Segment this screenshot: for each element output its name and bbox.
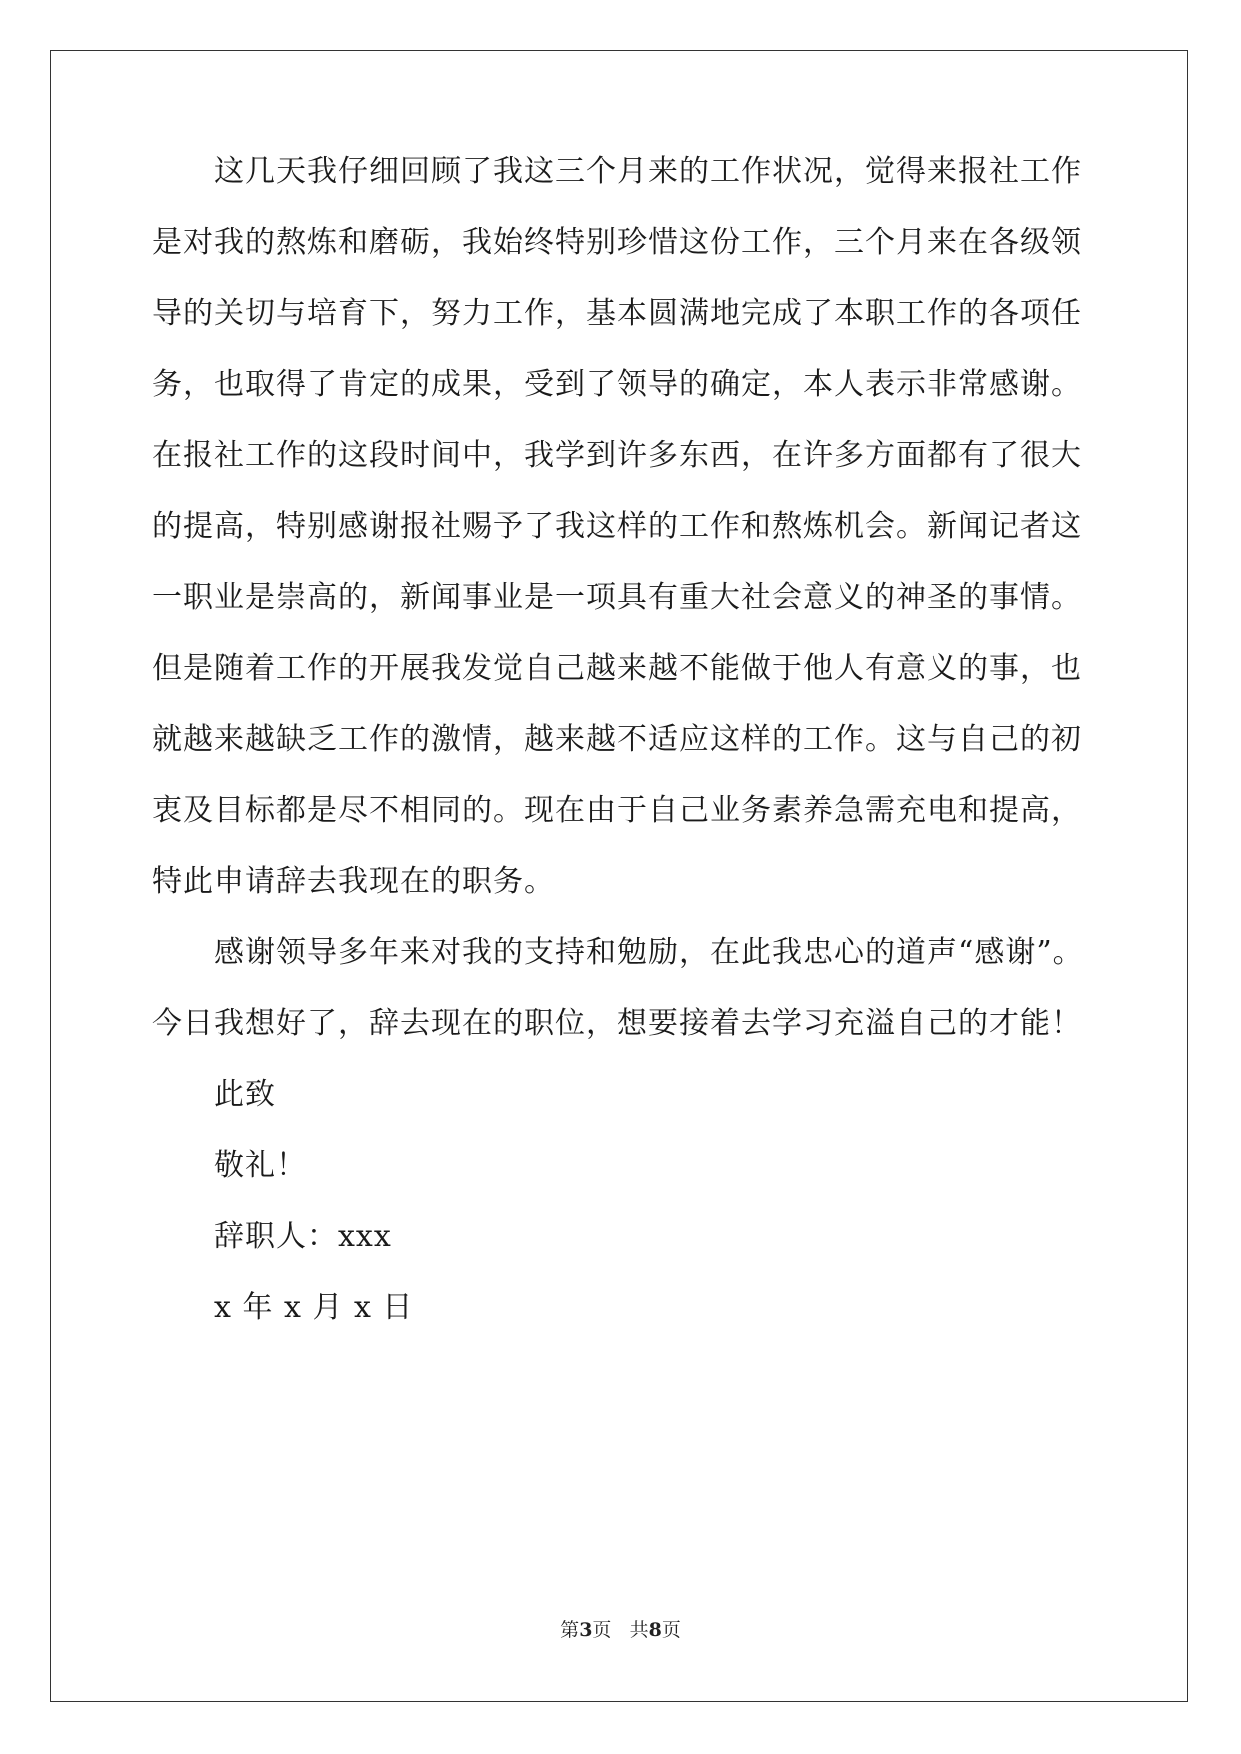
total-suffix: 页: [661, 1619, 681, 1641]
paragraph-line: 但是随着工作的开展我发觉自己越来越不能做于他人有意义的事，也: [152, 651, 1082, 686]
paragraph-line: 导的关切与培育下，努力工作，基本圆满地完成了本职工作的各项任: [152, 296, 1082, 331]
total-prefix: 共: [629, 1619, 649, 1641]
page-number: 3: [579, 1619, 593, 1641]
closing-salute: 敬礼！: [214, 1148, 307, 1183]
paragraph-line: 感谢领导多年来对我的支持和勉励，在此我忠心的道声“感谢”。: [214, 935, 1084, 970]
paragraph-line: 是对我的熬炼和磨砺，我始终特别珍惜这份工作，三个月来在各级领: [152, 225, 1082, 260]
paragraph-line: 务，也取得了肯定的成果，受到了领导的确定，本人表示非常感谢。: [152, 367, 1082, 402]
total-pages: 8: [648, 1619, 662, 1641]
paragraph-line: 衷及目标都是尽不相同的。现在由于自己业务素养急需充电和提高，: [152, 793, 1082, 828]
date-line: x 年 x 月 x 日: [214, 1290, 414, 1325]
page-suffix: 页: [592, 1619, 612, 1641]
paragraph-line: 的提高，特别感谢报社赐予了我这样的工作和熬炼机会。新闻记者这: [152, 509, 1082, 544]
paragraph-line: 在报社工作的这段时间中，我学到许多东西，在许多方面都有了很大: [152, 438, 1082, 473]
page-footer: [0, 1618, 1241, 1642]
paragraph-line: 这几天我仔细回顾了我这三个月来的工作状况，觉得来报社工作: [214, 154, 1082, 189]
closing-greeting: 此致: [214, 1077, 276, 1112]
page-prefix: 第: [560, 1619, 580, 1641]
paragraph-line: 就越来越缺乏工作的激情，越来越不适应这样的工作。这与自己的初: [152, 722, 1082, 757]
paragraph-line: 特此申请辞去我现在的职务。: [152, 864, 555, 899]
signature-line: 辞职人：xxx: [214, 1219, 392, 1254]
paragraph-line: 一职业是崇高的，新闻事业是一项具有重大社会意义的神圣的事情。: [152, 580, 1082, 615]
paragraph-line: 今日我想好了，辞去现在的职位，想要接着去学习充溢自己的才能！: [152, 1006, 1082, 1041]
